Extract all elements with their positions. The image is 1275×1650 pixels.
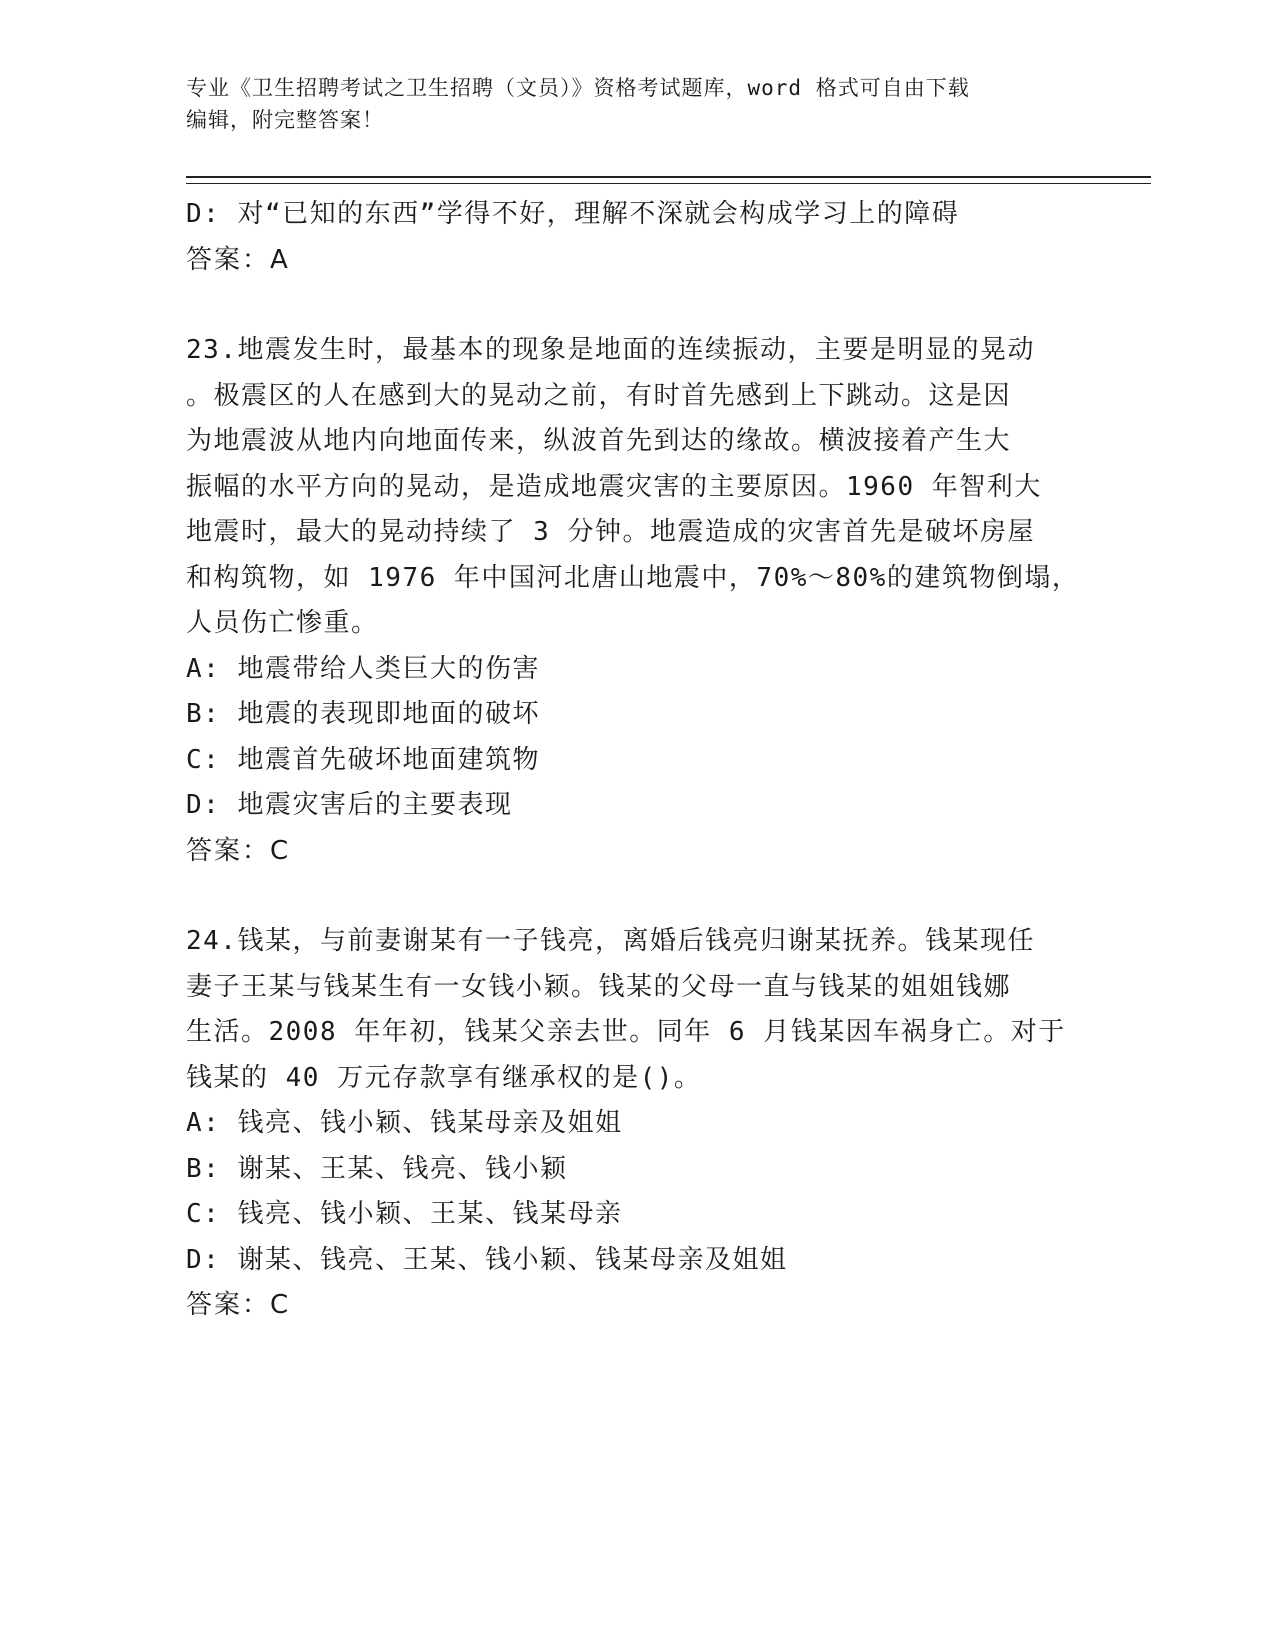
q23-stem-line: 地震时，最大的晃动持续了 3 分钟。地震造成的灾害首先是破坏房屋 — [186, 517, 1035, 547]
q24-stem-line: 钱某的 40 万元存款享有继承权的是()。 — [186, 1062, 702, 1093]
q24-option-a: A: 钱亮、钱小颖、钱某母亲及姐姐 — [186, 1108, 623, 1138]
q24-option-d: D: 谢某、钱亮、王某、钱小颖、钱某母亲及姐姐 — [186, 1244, 788, 1275]
q23-stem-line: 和构筑物，如 1976 年中国河北唐山地震中，70%～80%的建筑物倒塌， — [186, 562, 1080, 593]
header-divider-thick — [186, 176, 1151, 178]
prev-answer: 答案：A — [186, 244, 290, 275]
question-content — [186, 192, 1080, 1329]
q24-stem-line: 24.钱某，与前妻谢某有一子钱亮，离婚后钱亮归谢某抚养。钱某现任 — [186, 926, 1035, 956]
q24-option-c: C: 钱亮、钱小颖、王某、钱某母亲 — [186, 1199, 623, 1229]
q23-option-b: B: 地震的表现即地面的破坏 — [186, 699, 540, 729]
q23-stem-line: 。极震区的人在感到大的晃动之前，有时首先感到上下跳动。这是因 — [186, 380, 1012, 411]
header-divider-thin — [186, 183, 1151, 184]
header-title-line-1: 专业《卫生招聘考试之卫生招聘（文员）》资格考试题库，word 格式可自由下载 — [186, 76, 970, 100]
question-24 — [186, 919, 1076, 1329]
document-header — [186, 72, 1066, 136]
q24-answer: 答案：C — [186, 1290, 291, 1320]
q23-stem-line: 振幅的水平方向的晃动，是造成地震灾害的主要原因。1960 年智利大 — [186, 471, 1042, 502]
prev-option-d: D: 对“已知的东西”学得不好，理解不深就会构成学习上的障碍 — [186, 199, 960, 229]
q24-stem-line: 生活。2008 年年初，钱某父亲去世。同年 6 月钱某因车祸身亡。对于 — [186, 1017, 1066, 1047]
q24-option-b: B: 谢某、王某、钱亮、钱小颖 — [186, 1153, 568, 1184]
question-spacer — [186, 283, 1076, 328]
q23-option-c: C: 地震首先破坏地面建筑物 — [186, 744, 540, 775]
q23-stem-line: 人员伤亡惨重。 — [186, 608, 379, 638]
q23-option-a: A: 地震带给人类巨大的伤害 — [186, 653, 540, 684]
q23-answer: 答案：C — [186, 835, 291, 866]
question-23 — [186, 328, 1080, 874]
q23-stem-line: 为地震波从地内向地面传来，纵波首先到达的缘故。横波接着产生大 — [186, 426, 1012, 456]
q23-option-d: D: 地震灾害后的主要表现 — [186, 790, 513, 820]
header-title-line-2: 编辑，附完整答案！ — [186, 108, 384, 132]
q23-stem-line: 23.地震发生时，最基本的现象是地面的连续振动，主要是明显的晃动 — [186, 335, 1035, 365]
q24-stem-line: 妻子王某与钱某生有一女钱小颖。钱某的父母一直与钱某的姐姐钱娜 — [186, 971, 1012, 1002]
question-spacer — [186, 874, 1076, 919]
